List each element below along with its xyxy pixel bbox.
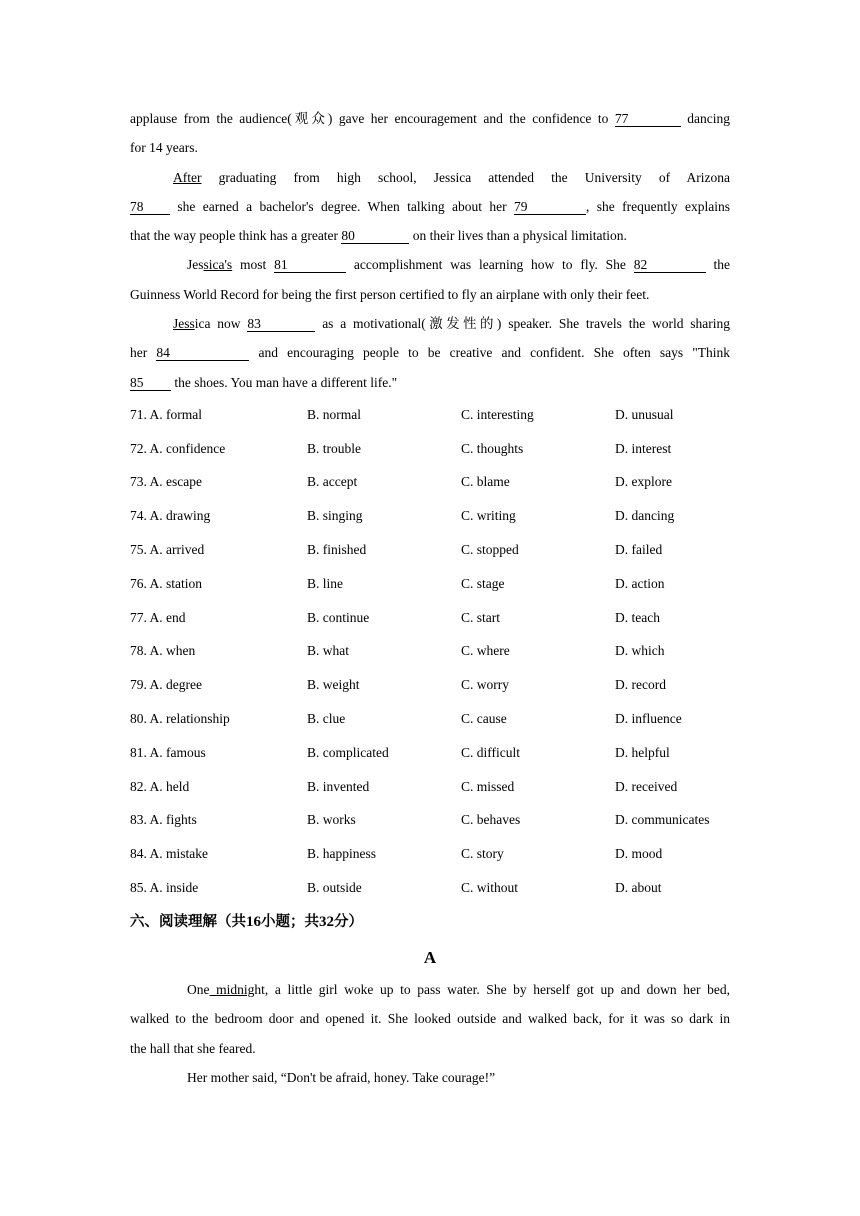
passage-line	[130, 192, 730, 221]
option-d: D. communicates	[615, 812, 710, 828]
option-d: D. interest	[615, 440, 672, 456]
option-c: C. difficult	[461, 744, 520, 760]
option-a: 73. A. escape	[130, 474, 202, 490]
option-d: D. which	[615, 643, 665, 659]
option-a: 78. A. when	[130, 643, 196, 659]
blank-85: 85	[130, 375, 171, 391]
option-a: 74. A. drawing	[130, 508, 211, 524]
passage-text: for 14 years.	[130, 140, 198, 156]
passage-text: dancing	[687, 111, 730, 126]
passage-text: most	[240, 257, 267, 273]
option-b: B. normal	[307, 406, 361, 422]
blank-82: 82	[634, 257, 706, 273]
passage-text: she earned a bachelor's degree. When talking about her	[177, 198, 507, 214]
option-row	[130, 432, 730, 466]
option-b: B. clue	[307, 711, 346, 727]
option-c: C. thoughts	[461, 440, 524, 456]
option-a: 75. A. arrived	[130, 542, 205, 558]
option-b: B. invented	[307, 778, 370, 794]
option-d: D. influence	[615, 711, 682, 727]
passage-text: that the way people think has a greater	[130, 228, 339, 244]
passage-line: walked to the bedroom door and opened it. She looked outside and walked back, for it was so dark in	[130, 1011, 730, 1027]
passage-line: Her mother said, “Don't be afraid, honey. Take courage!”	[187, 1069, 496, 1085]
option-b: B. finished	[307, 542, 367, 558]
option-b: B. trouble	[307, 440, 361, 456]
passage-text: Guinness World Record for being the first person certified to fly an airplane with only their feet.	[130, 286, 650, 302]
option-d: D. received	[615, 778, 678, 794]
option-c: C. behaves	[461, 812, 521, 828]
passage-line	[130, 280, 730, 309]
option-row	[130, 398, 730, 432]
blank-81: 81	[274, 257, 346, 273]
option-a: 83. A. fights	[130, 812, 197, 828]
passage	[130, 104, 730, 397]
option-a: 71. A. formal	[130, 406, 202, 422]
option-a: 85. A. inside	[130, 880, 199, 896]
option-d: D. mood	[615, 846, 663, 862]
options-list	[130, 398, 730, 905]
option-row	[130, 635, 730, 669]
option-b: B. continue	[307, 609, 370, 625]
option-b: B. weight	[307, 677, 360, 693]
underlined-text: Jess	[173, 316, 195, 332]
passage-line: One midnight, a little girl woke up to pass water. She by herself got up and down her bed,	[187, 981, 730, 997]
passage-text: and encouraging people to be creative and confident. She often says "Think	[258, 345, 731, 361]
option-c: C. writing	[461, 508, 516, 524]
blank-78: 78	[130, 199, 170, 215]
option-b: B. what	[307, 643, 349, 659]
option-c: C. interesting	[461, 406, 534, 422]
option-row	[130, 466, 730, 500]
passage-line	[130, 250, 730, 279]
passage-text: on their lives than a physical limitation.	[412, 228, 627, 244]
passage-text: , she frequently explains	[586, 198, 731, 214]
underlined-text: midnig	[209, 981, 255, 997]
passage-text: accomplishment was learning how to fly. She	[353, 257, 626, 273]
blank-83: 83	[247, 316, 315, 332]
option-d: D. record	[615, 677, 666, 693]
option-d: D. explore	[615, 474, 672, 490]
option-row	[130, 871, 730, 905]
option-c: C. without	[461, 880, 519, 896]
option-row	[130, 770, 730, 804]
option-d: D. helpful	[615, 744, 670, 760]
option-c: C. cause	[461, 711, 507, 727]
option-a: 72. A. confidence	[130, 440, 226, 456]
option-c: C. where	[461, 643, 510, 659]
option-row	[130, 804, 730, 838]
option-row	[130, 601, 730, 635]
option-row	[130, 702, 730, 736]
option-d: D. teach	[615, 609, 660, 625]
passage-text: Jes	[187, 257, 204, 273]
blank-77: 77	[615, 111, 681, 127]
passage-line	[130, 309, 730, 338]
passage-text: applause from the audience(观众) gave her encouragement and the confidence to	[130, 111, 609, 126]
option-row	[130, 533, 730, 567]
option-c: C. blame	[461, 474, 510, 490]
option-d: D. failed	[615, 542, 663, 558]
passage-line	[130, 338, 730, 367]
option-row	[130, 837, 730, 871]
option-b: B. works	[307, 812, 356, 828]
option-c: C. worry	[461, 677, 509, 693]
section-title: 六、阅读理解（共16小题；共32分）	[130, 913, 363, 930]
passage-line	[130, 163, 730, 192]
underlined-text: After	[173, 169, 202, 185]
option-b: B. outside	[307, 880, 362, 896]
passage-line	[130, 368, 730, 397]
passage-heading: A	[423, 947, 437, 967]
passage-text: as a motivational(激发性的) speaker. She travels the world sharing	[322, 316, 731, 332]
reading-passage	[130, 975, 730, 1092]
option-b: B. line	[307, 575, 343, 591]
blank-80: 80	[341, 228, 409, 244]
option-c: C. missed	[461, 778, 515, 794]
option-a: 76. A. station	[130, 575, 203, 591]
passage-line	[130, 104, 730, 133]
passage-line	[130, 133, 730, 162]
option-a: 82. A. held	[130, 778, 190, 794]
option-c: C. stage	[461, 575, 505, 591]
blank-84: 84	[156, 345, 249, 361]
option-d: D. action	[615, 575, 665, 591]
option-row	[130, 736, 730, 770]
option-b: B. accept	[307, 474, 358, 490]
passage-text: the	[713, 257, 731, 273]
option-d: D. unusual	[615, 406, 674, 422]
option-b: B. singing	[307, 508, 363, 524]
passage-text: the shoes. You man have a different life."	[174, 374, 398, 390]
option-d: D. dancing	[615, 508, 675, 524]
option-a: 79. A. degree	[130, 677, 202, 693]
passage-text: graduating from high school, Jessica attended the University of Arizona	[218, 169, 730, 185]
option-b: B. complicated	[307, 744, 389, 760]
option-a: 77. A. end	[130, 609, 186, 625]
option-a: 81. A. famous	[130, 744, 206, 760]
passage-text: ica now	[194, 316, 241, 332]
passage-text: her	[130, 345, 148, 361]
passage-line	[130, 221, 730, 250]
option-c: C. stopped	[461, 542, 519, 558]
underlined-text: sica's	[203, 257, 233, 273]
option-c: C. start	[461, 609, 500, 625]
option-b: B. happiness	[307, 846, 376, 862]
document-page	[130, 104, 730, 1092]
option-d: D. about	[615, 880, 662, 896]
option-row	[130, 567, 730, 601]
option-a: 80. A. relationship	[130, 711, 230, 727]
option-row	[130, 668, 730, 702]
option-row	[130, 499, 730, 533]
option-a: 84. A. mistake	[130, 846, 208, 862]
passage-line: the hall that she feared.	[130, 1040, 256, 1056]
option-c: C. story	[461, 846, 504, 862]
blank-79: 79	[514, 199, 586, 215]
